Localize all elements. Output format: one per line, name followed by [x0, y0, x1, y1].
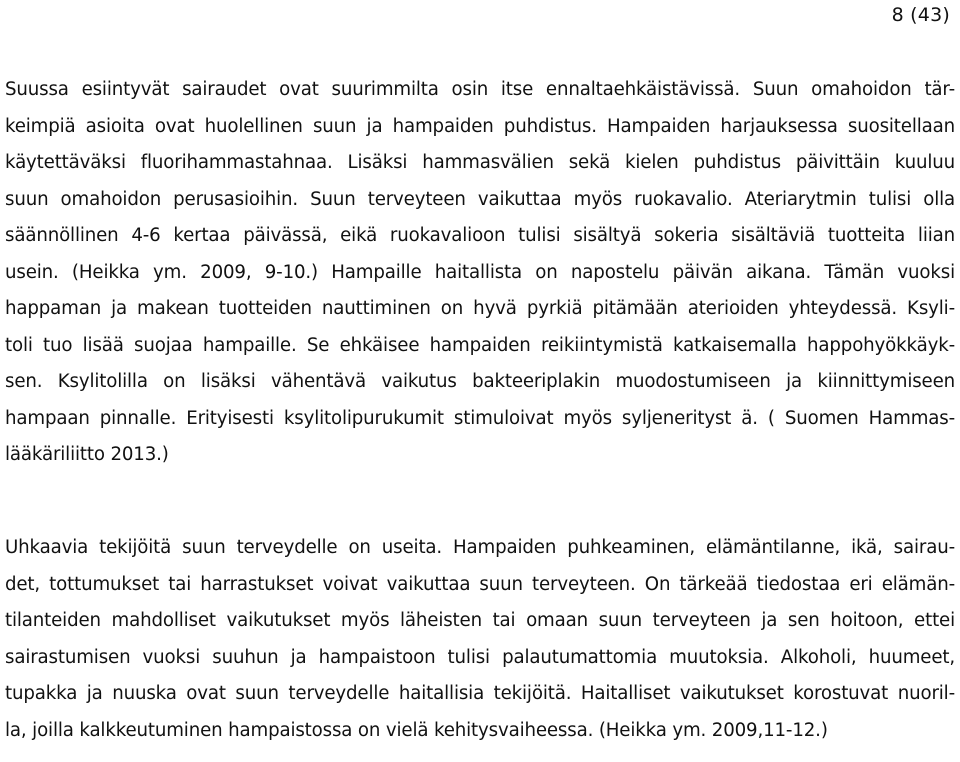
text-line: tilanteiden mahdolliset vaikutukset myös läheisten tai omaan suun terveyteen ja sen hoitoon, ettei: [5, 610, 955, 631]
text-line: Suussa esiintyvät sairaudet ovat suurimmilta osin itse ennaltaehkäistävissä. Suun omahoidon tär-: [5, 79, 955, 100]
text-line: säännöllinen 4-6 kertaa päivässä, eikä ruokavalioon tulisi sisältyä sokeria sisältäviä tuotteita liian: [5, 225, 955, 246]
text-line: suun omahoidon perusasioihin. Suun terveyteen vaikuttaa myös ruokavalio. Ateriarytmin tulisi olla: [5, 188, 955, 210]
text-line: lääkäriliitto 2013.): [5, 444, 169, 465]
text-line: la, joilla kalkkeutuminen hampaistossa on vielä kehitysvaiheessa. (Heikka ym. 2009,11-12.): [5, 719, 828, 741]
text-line: happaman ja makean tuotteiden nauttiminen on hyvä pyrkiä pitämään aterioiden yhteydessä. Ksyli-: [5, 298, 955, 319]
text-line: usein. (Heikka ym. 2009, 9-10.) Hampaille haitallista on napostelu päivän aikana. Tämän vuoksi: [5, 261, 955, 283]
text-line: det, tottumukset tai harrastukset voivat vaikuttaa suun terveyteen. On tärkeää tiedostaa eri elämän-: [5, 573, 955, 595]
text-line: sen. Ksylitolilla on lisäksi vähentävä vaikutus bakteeriplakin muodostumiseen ja kiinnittymiseen: [5, 371, 955, 392]
text-line: käytettäväksi fluorihammastahnaa. Lisäksi hammasvälien sekä kielen puhdistus päivittäin kuuluu: [5, 152, 955, 173]
text-line: hampaan pinnalle. Erityisesti ksylitolipurukumit stimuloivat myös syljenerityst ä. ( Suomen Hammas-: [5, 407, 955, 429]
text-line: keimpiä asioita ovat huolellinen suun ja hampaiden puhdistus. Hampaiden harjauksessa suositellaan: [5, 115, 955, 137]
text-line: toli tuo lisää suojaa hampaille. Se ehkäisee hampaiden reikiintymistä katkaisemalla happohyökkäyk-: [5, 334, 955, 356]
text-line: Uhkaavia tekijöitä suun terveydelle on useita. Hampaiden puhkeaminen, elämäntilanne, ikä, sairau-: [5, 537, 955, 558]
paragraph-oral-health-threats: [5, 530, 955, 749]
paragraph-oral-self-care: [5, 72, 955, 474]
text-line: tupakka ja nuuska ovat suun terveydelle haitallisia tekijöitä. Haitalliset vaikutukset korostuvat nuoril-: [5, 683, 955, 704]
page-number: 8 (43): [891, 4, 950, 26]
text-line: sairastumisen vuoksi suuhun ja hampaistoon tulisi palautumattomia muutoksia. Alkoholi, huumeet,: [5, 646, 955, 668]
